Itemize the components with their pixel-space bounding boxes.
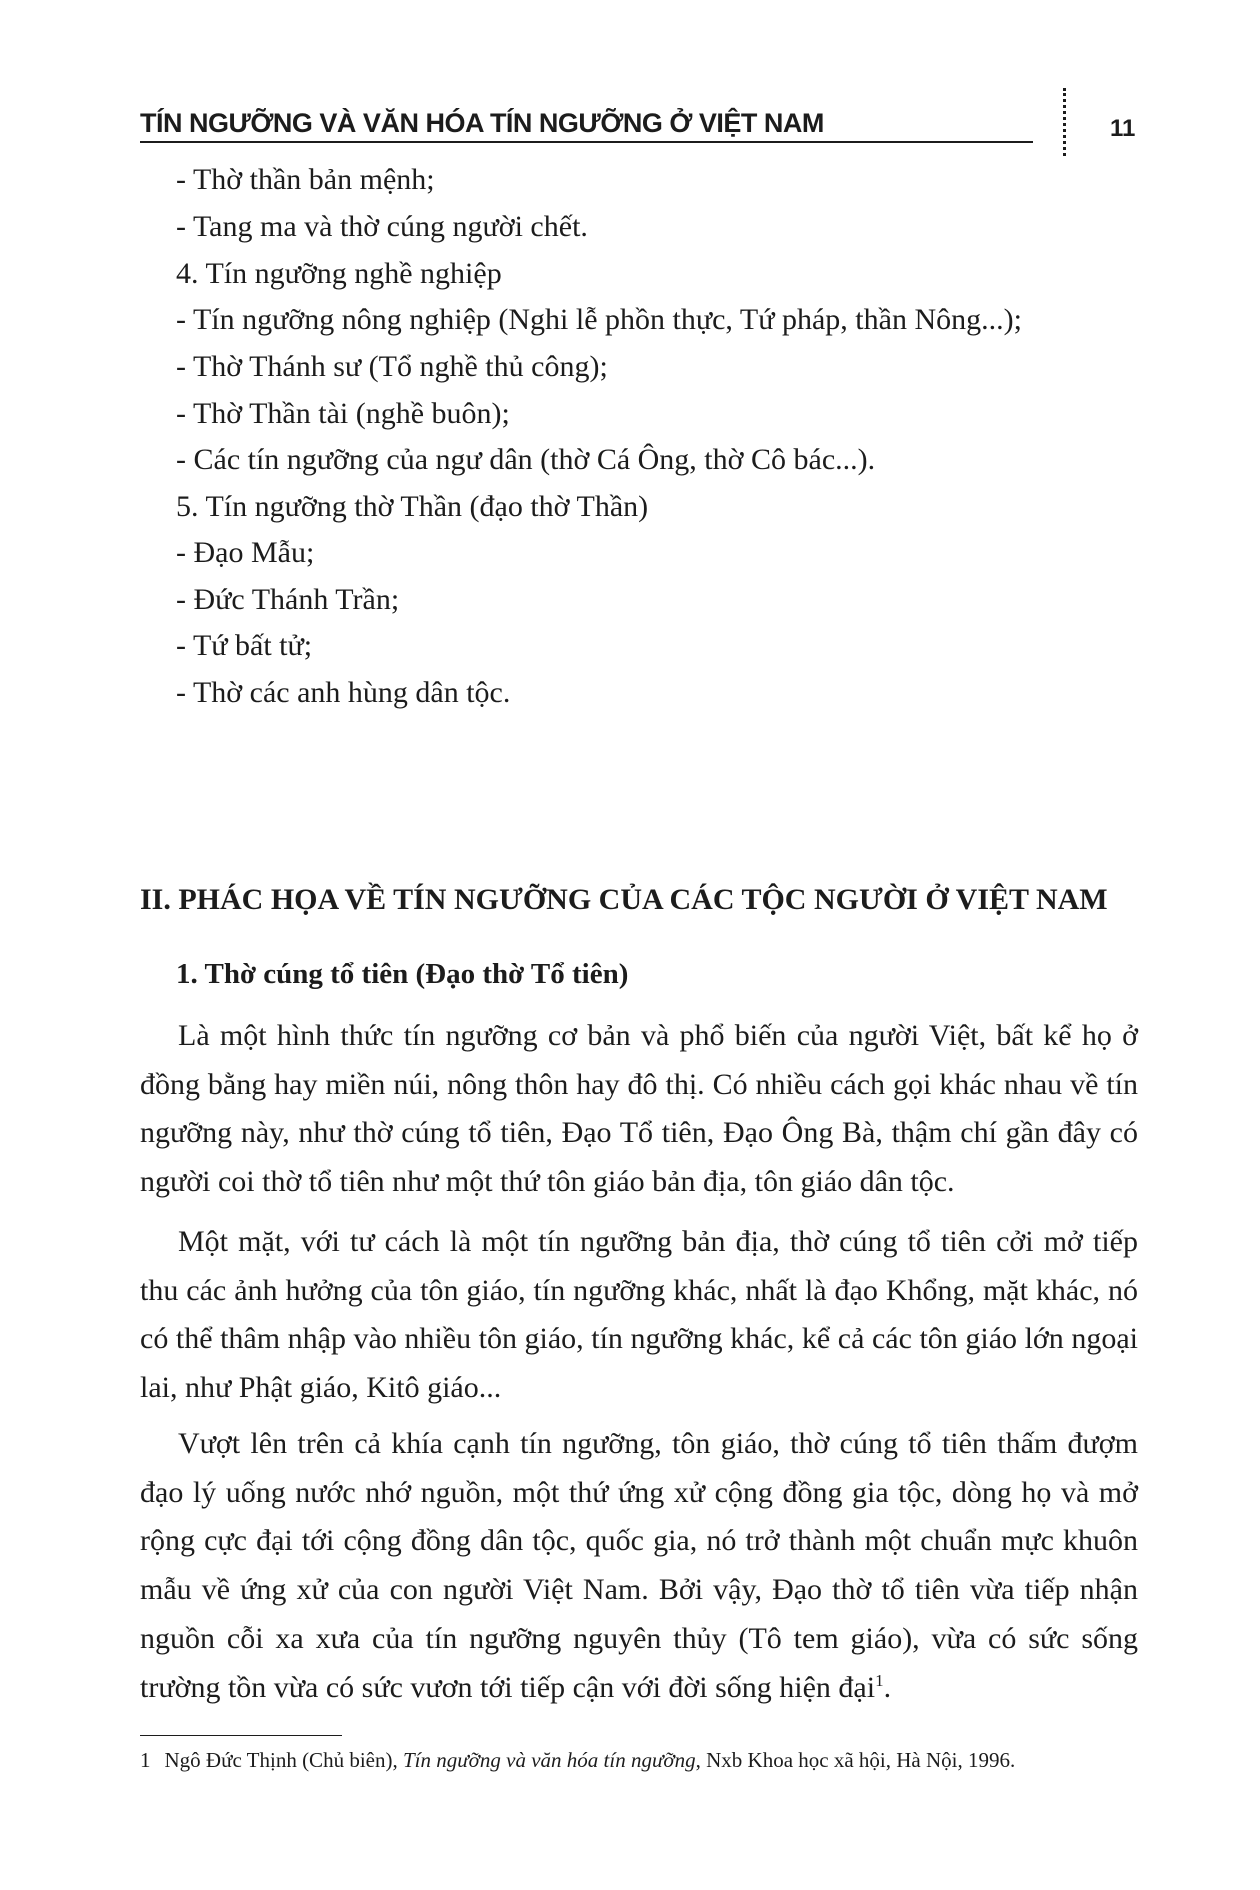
footnote-publisher: , Nxb Khoa học xã hội, Hà Nội, 1996. xyxy=(695,1748,1016,1772)
list-item: - Tín ngưỡng nông nghiệp (Nghi lễ phồn thực, Tứ pháp, thần Nông...); xyxy=(176,303,1022,336)
body-paragraph-1: Là một hình thức tín ngưỡng cơ bản và phổ biến của người Việt, bất kể họ ở đồng bằng hay miền núi, nông thôn hay đô thị. Có nhiều cách gọi khác nhau về tín ngưỡng này, như thờ cúng tổ tiên, Đạo Tổ tiên, Đạo Ông Bà, thậm chí gần đây có người coi thờ tổ tiên như một thứ tôn giáo bản địa, tôn giáo dân tộc. xyxy=(140,1019,1138,1199)
list-item: - Tứ bất tử; xyxy=(176,629,313,662)
page-number: 11 xyxy=(1110,115,1136,142)
footnote xyxy=(140,1748,1015,1773)
subsection-heading: 1. Thờ cúng tổ tiên (Đạo thờ Tổ tiên) xyxy=(176,958,629,990)
list-item: - Thờ thần bản mệnh; xyxy=(176,163,435,196)
body-paragraph-3-text: Vượt lên trên cả khía cạnh tín ngưỡng, tôn giáo, thờ cúng tổ tiên thấm đượm đạo lý uống nước nhớ nguồn, một thứ ứng xử cộng đồng gia tộc, dòng họ và mở rộng cực đại tới cộng đồng dân tộc, quốc gia, nó trở thành một chuẩn mực khuôn mẫu về ứng xử của con người Việt Nam. Bởi vậy, Đạo thờ tổ tiên vừa tiếp nhận nguồn cỗi xa xưa của tín ngưỡng nguyên thủy (Tô tem giáo), vừa có sức sống trường tồn vừa có sức vươn tới tiếp cận với đời sống hiện đại xyxy=(140,1427,1138,1704)
body-paragraph-3: Vượt lên trên cả khía cạnh tín ngưỡng, tôn giáo, thờ cúng tổ tiên thấm đượm đạo lý uống nước nhớ nguồn, một thứ ứng xử cộng đồng gia tộc, dòng họ và mở rộng cực đại tới cộng đồng dân tộc, quốc gia, nó trở thành một chuẩn mực khuôn mẫu về ứng xử của con người Việt Nam. Bởi vậy, Đạo thờ tổ tiên vừa tiếp nhận nguồn cỗi xa xưa của tín ngưỡng nguyên thủy (Tô tem giáo), vừa có sức sống trường tồn vừa có sức vươn tới tiếp cận với đời sống hiện đại$^1$. xyxy=(140,1427,1138,1704)
list-item: - Đức Thánh Trần; xyxy=(176,583,400,616)
list-item: - Các tín ngưỡng của ngư dân (thờ Cá Ông, thờ Cô bác...). xyxy=(176,443,876,476)
body-paragraph-2: Một mặt, với tư cách là một tín ngưỡng bản địa, thờ cúng tổ tiên cởi mở tiếp thu các ảnh hưởng của tôn giáo, tín ngưỡng khác, nhất là đạo Khổng, mặt khác, nó có thể thâm nhập vào nhiều tôn giáo, tín ngưỡng khác, kể cả các tôn giáo lớn ngoại lai, như Phật giáo, Kitô giáo... xyxy=(140,1225,1138,1405)
list-item: - Thờ Thần tài (nghề buôn); xyxy=(176,397,510,430)
list-item: - Thờ Thánh sư (Tổ nghề thủ công); xyxy=(176,350,608,383)
header-rule xyxy=(140,141,1033,143)
list-item: - Thờ các anh hùng dân tộc. xyxy=(176,676,511,709)
list-item: - Tang ma và thờ cúng người chết. xyxy=(176,210,588,243)
section-heading: II. PHÁC HỌA VỀ TÍN NGƯỠNG CỦA CÁC TỘC NGƯỜI Ở VIỆT NAM xyxy=(140,883,1108,916)
list-heading: 4. Tín ngưỡng nghề nghiệp xyxy=(176,257,502,290)
footnote-reference[interactable]: 1 xyxy=(875,1670,884,1690)
footnote-book-title: Tín ngưỡng và văn hóa tín ngưỡng xyxy=(402,1748,696,1772)
running-header-title: TÍN NGƯỠNG VÀ VĂN HÓA TÍN NGƯỠNG Ở VIỆT NAM xyxy=(140,108,824,138)
list-heading: 5. Tín ngưỡng thờ Thần (đạo thờ Thần) xyxy=(176,490,649,523)
footnote-rule xyxy=(140,1735,342,1736)
list-item: - Đạo Mẫu; xyxy=(176,536,315,569)
footnote-author: Ngô Đức Thịnh (Chủ biên), xyxy=(164,1748,398,1772)
header-dotted-divider xyxy=(1063,88,1066,156)
footnote-number: 1 xyxy=(140,1748,151,1772)
